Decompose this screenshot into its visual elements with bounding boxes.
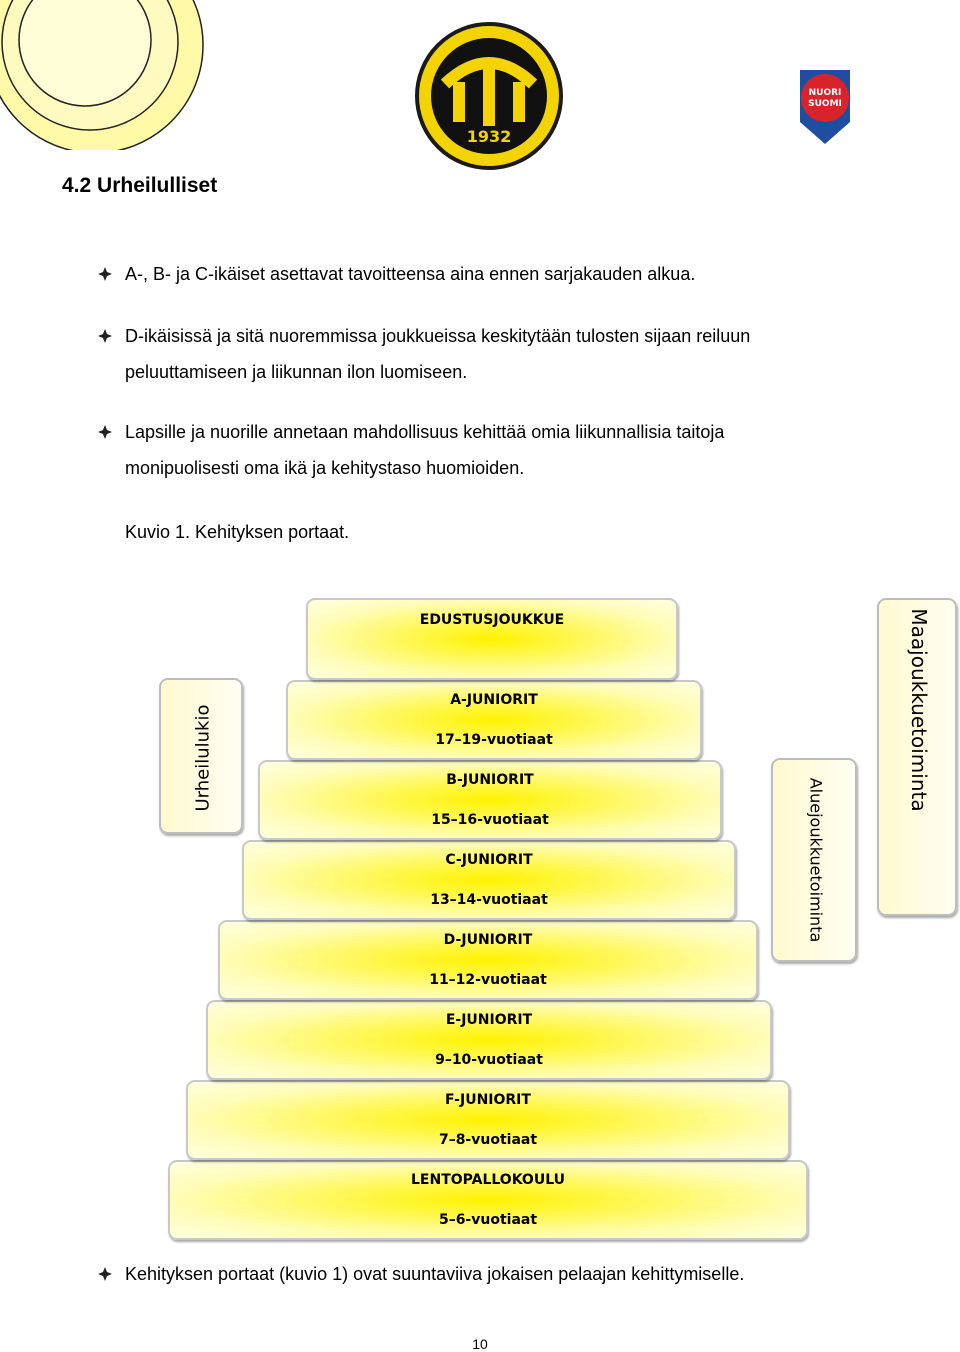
step-name: C-JUNIORIT bbox=[445, 852, 533, 868]
bullet-text: monipuolisesti oma ikä ja kehitystaso huomioiden. bbox=[125, 458, 525, 478]
svg-text:SUOMI: SUOMI bbox=[808, 99, 842, 109]
bullet-text: peluuttamiseen ja liikunnan ilon luomiseen. bbox=[125, 362, 468, 382]
diamond-bullet-icon bbox=[95, 414, 115, 450]
bullet-text: D-ikäisissä ja sitä nuoremmissa joukkueissa keskitytään tulosten sijaan reiluun bbox=[125, 326, 751, 346]
urheilulukio-label: Urheilulukio bbox=[192, 704, 214, 812]
bullet-item bbox=[95, 414, 915, 486]
logo-year: 1932 bbox=[466, 127, 512, 146]
nuori-suomi-badge bbox=[790, 60, 860, 150]
maajoukkuetoiminta-label: Maajoukkuetoiminta bbox=[907, 608, 931, 812]
pyramid-step-c-juniorit bbox=[242, 840, 736, 920]
section-heading: 4.2 Urheilulliset bbox=[62, 174, 218, 197]
pyramid-step-f-juniorit bbox=[186, 1080, 790, 1160]
bullet-item bbox=[95, 318, 915, 390]
bullet-text: Lapsille ja nuorille annetaan mahdollisuus kehittää omia liikunnallisia taitoja bbox=[125, 422, 725, 442]
step-name: F-JUNIORIT bbox=[445, 1092, 531, 1108]
step-name: A-JUNIORIT bbox=[450, 692, 538, 708]
maajoukkuetoiminta-box bbox=[877, 598, 957, 916]
decorative-corner-circles bbox=[0, 0, 220, 150]
bullet-text: A-, B- ja C-ikäiset asettavat tavoitteensa aina ennen sarjakauden alkua. bbox=[125, 264, 696, 284]
page-number: 10 bbox=[472, 1336, 488, 1352]
bullet-item bbox=[95, 256, 915, 292]
step-name: D-JUNIORIT bbox=[443, 932, 533, 948]
diamond-bullet-icon bbox=[95, 1256, 115, 1292]
diamond-bullet-icon bbox=[95, 256, 115, 292]
step-name: LENTOPALLOKOULU bbox=[411, 1172, 565, 1188]
urheilulukio-box bbox=[159, 678, 243, 834]
club-logo bbox=[415, 22, 563, 170]
diamond-bullet-icon bbox=[95, 318, 115, 354]
pyramid-step-lentopallokoulu bbox=[168, 1160, 808, 1240]
aluejoukkuetoiminta-label: Aluejoukkuetoiminta bbox=[806, 777, 826, 943]
step-ages: 15–16-vuotiaat bbox=[431, 812, 549, 828]
step-name: EDUSTUSJOUKKUE bbox=[419, 612, 565, 628]
step-name: E-JUNIORIT bbox=[445, 1012, 533, 1028]
figure-caption: Kuvio 1. Kehityksen portaat. bbox=[125, 522, 350, 542]
pyramid-step-edustusjoukkue bbox=[306, 598, 678, 680]
pyramid-step-d-juniorit bbox=[218, 920, 758, 1000]
aluejoukkuetoiminta-box bbox=[771, 758, 857, 962]
pyramid-step-a-juniorit bbox=[286, 680, 702, 760]
bullet-item bbox=[95, 1256, 915, 1292]
step-ages: 7–8-vuotiaat bbox=[438, 1132, 538, 1148]
step-ages: 13–14-vuotiaat bbox=[430, 892, 548, 908]
step-ages: 5–6-vuotiaat bbox=[438, 1212, 538, 1228]
pyramid-step-e-juniorit bbox=[206, 1000, 772, 1080]
step-ages: 11–12-vuotiaat bbox=[429, 972, 547, 988]
pyramid-step-b-juniorit bbox=[258, 760, 722, 840]
step-ages: 17–19-vuotiaat bbox=[435, 732, 553, 748]
bullet-text: Kehityksen portaat (kuvio 1) ovat suuntaviiva jokaisen pelaajan kehittymiselle. bbox=[125, 1264, 745, 1284]
step-ages: 9–10-vuotiaat bbox=[435, 1052, 543, 1068]
step-name: B-JUNIORIT bbox=[446, 772, 534, 788]
svg-text:NUORI: NUORI bbox=[808, 88, 842, 98]
